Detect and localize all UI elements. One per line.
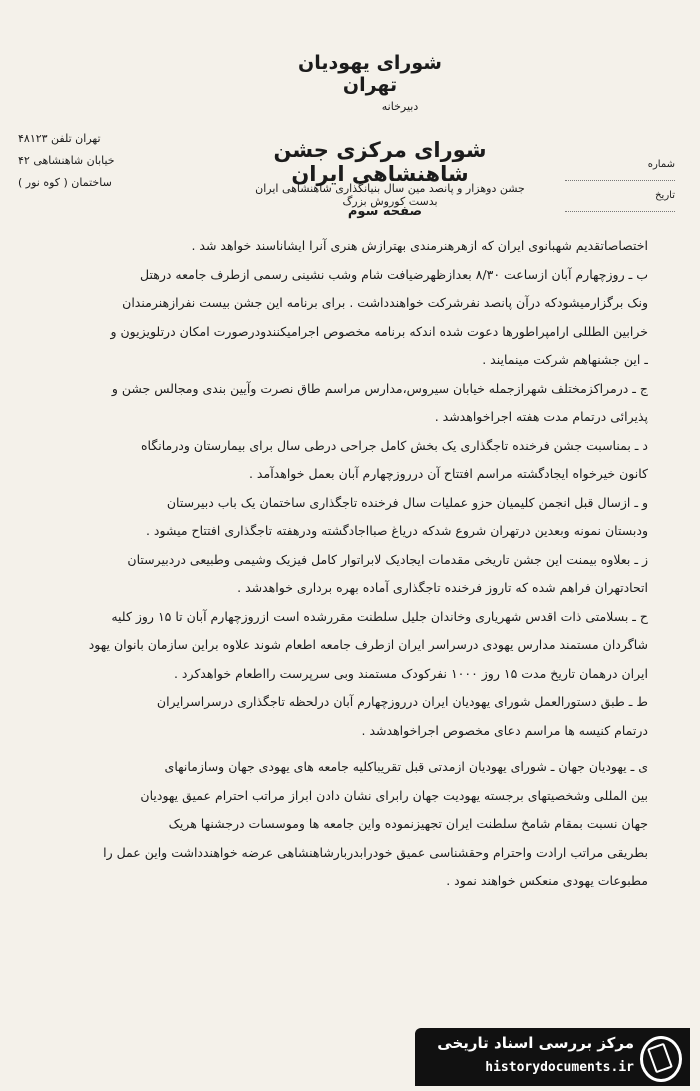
body-line: اتحادتهران فراهم شده که تاروز فرخنده تاجگذاری آماده بهره برداری خواهدشد . [237,580,648,595]
body-line: ایران درهمان تاریخ مدت ۱۵ روز ۱۰۰۰ نفرکودک مستمند وبی سرپرست رااطعام خواهدکرد . [173,665,648,681]
body-line: ط ـ طبق دستورالعمل شورای یهودیان ایران درروزچهارم آبان درلحظه تاجگذاری درسراسرایران [156,694,648,709]
archive-logo-icon [640,1036,682,1082]
body-line: پذیرائی درتمام مدت هفته اجراخواهدشد . [434,409,648,424]
archive-watermark [415,1028,690,1086]
body-line: ی ـ یهودیان جهان ـ شورای یهودیان ازمدتی قبل تقریباکلیه جامعه های یهودی جهان وسازمانهای [164,759,648,774]
body-line: کانون خیرخواه ایجادگشته مراسم افتتاح آن درروزچهارم آبان بعمل خواهدآمد . [248,466,648,481]
building-name: ساختمان ( کوه نور ) [18,176,112,189]
body-line: بطریقی مراتب ارادت واحترام وحقشناسی عمیق خودرابدربارشاهنشاهی عرضه خواهندداشت واین عمل را [103,844,648,860]
body-line: درتمام کنیسه ها مراسم دعای مخصوص اجراخواهدشد . [361,722,648,738]
reference-fields [565,150,675,212]
body-line: د ـ بمناسبت جشن فرخنده تاجگذاری یک بخش کامل جراحی درطی سال برای بیمارستان ودرمانگاه [140,437,648,453]
date-field: تاریخ [565,181,675,212]
body-line: شاگردان مستمند مدارس یهودی درسراسر ایران ازطرف جامعه اطعام شوند علاوه براین سازمان بانوان یهود [88,637,648,652]
body-line: بین المللی وشخصیتهای برجسته یهودیت جهان رابرای نشان دادن ابراز مراتب احترام عمیق یهودیان [140,787,648,803]
body-line: ج ـ درمراکزمختلف شهرازجمله خیابان سیروس،مدارس مراسم طاق نصرت وآیین بندی ومجالس جشن و [111,380,648,396]
street-address: خیابان شاهنشاهی ۴۲ [18,154,115,167]
council-subtitle: دبیرخانه [381,100,419,113]
body-line: ونک برگزارمیشودکه درآن پانصد نفرشرکت خواهندداشت . برای برنامه این جشن بیست نفرازهنرمندان [122,295,648,310]
watermark-url: historydocuments.ir [485,1060,634,1075]
body-line: مطبوعات یهودی منعکس خواهند نمود . [446,873,648,888]
body-line: جهان نسبت بمقام شامخ سلطنت ایران تجهیزنموده واین جامعه ها وموسسات درجشنها هریک [168,816,648,831]
letterhead-subtitle: جشن دوهزار و پانصد مین سال بنیانگذاری شاهنشاهی ایران بدست کوروش بزرگ [255,182,525,208]
body-line: و ـ ازسال قبل انجمن کلیمیان حزو عملیات سال فرخنده تاجگذاری ساختمان یک باب دبیرستان [166,494,648,510]
body-line: اختصاصاتقدیم شهبانوی ایران که ازهرهنرمندی بهترازش هنری آنرا ایشاناسند خواهد شد . [191,238,648,253]
number-field: شماره [565,150,675,181]
body-line: ـ این جشنهاهم شرکت مینمایند . [482,352,648,367]
page-number: صفحه سوم [347,204,423,219]
letterhead-title: شورای مرکزی جشن شاهنشاهی ایران [273,138,487,186]
contact-info [18,128,168,194]
watermark-title: مرکز بررسی اسناد تاریخی [437,1034,634,1052]
body-line: ودبستان نمونه وبعدین درتهران شروع شدکه دریاغ صبااجادگشته ودرهفته تاجگذاری افتتاح میشود . [145,523,648,538]
phone-number: تهران تلفن ۴۸۱۲۳ [18,132,101,145]
council-seal-title: شورای یهودیان تهران [298,52,442,96]
body-line: ب ـ روزچهارم آبان ازساعت ۸/۳۰ بعدازظهرضیافت شام وشب نشینی رسمی ازطرف جامعه درهتل [140,266,648,282]
letter-body [48,232,648,896]
body-line: ز ـ بعلاوه بیمنت این جشن تاریخی مقدمات ایجادیک لابراتوار کامل فیزیک وشیمی وطبیعی دردبیرستان [127,551,648,567]
body-line: خرابین الطللی ارامپراطورها دعوت شده اندکه برنامه مخصوص اجرامیکنندودرصورت امکان درتلویزیون و [110,323,648,339]
body-line: ح ـ بسلامتی ذات اقدس شهریاری وخاندان جلیل سلطنت مقررشده است ازروزچهارم آبان تا ۱۵ روز کلیه [111,608,648,624]
